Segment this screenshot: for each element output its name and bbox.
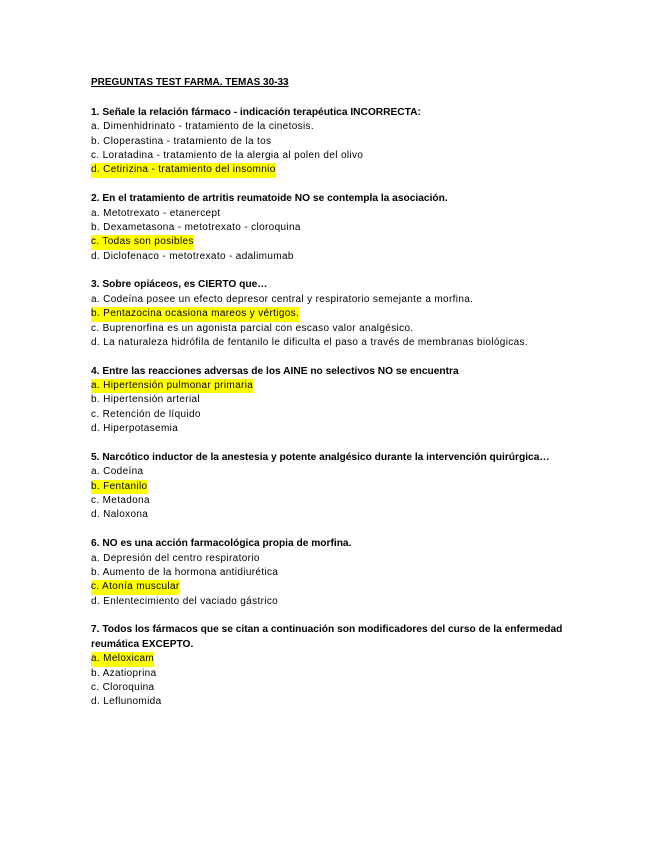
question-1 bbox=[91, 106, 581, 178]
answer-option-d bbox=[91, 163, 581, 177]
answer-option-text: c. Cloroquina bbox=[91, 682, 155, 694]
answer-option-a bbox=[91, 293, 581, 307]
answer-option-text: b. Aumento de la hormona antidiurética bbox=[91, 566, 279, 578]
answer-option-b bbox=[91, 480, 581, 494]
answer-option-text: c. Retención de líquido bbox=[91, 408, 201, 420]
question-title: 7. Todos los fármacos que se citan a continuación son modificadores del curso de la enfermedad reumática EXCEPTO. bbox=[91, 624, 563, 650]
answer-option-c bbox=[91, 681, 581, 695]
answer-option-text: c. Atonía muscular bbox=[91, 580, 180, 594]
answer-option-text: b. Pentazocina ocasiona mareos y vértigos. bbox=[91, 307, 299, 321]
answer-option-a bbox=[91, 465, 581, 479]
question-6 bbox=[91, 537, 581, 609]
question-4 bbox=[91, 365, 581, 437]
answer-option-text: b. Hipertensión arterial bbox=[91, 394, 201, 406]
question-title: 5. Narcótico inductor de la anestesia y potente analgésico durante la intervención quirúrgica… bbox=[91, 451, 550, 463]
answer-option-text: d. Naloxona bbox=[91, 509, 149, 521]
answer-option-a bbox=[91, 207, 581, 221]
answer-option-text: c. Metadona bbox=[91, 495, 150, 507]
answer-option-c bbox=[91, 235, 581, 249]
answer-option-text: a. Hipertensión pulmonar primaria bbox=[91, 379, 253, 393]
question-title: 1. Señale la relación fármaco - indicación terapéutica INCORRECTA: bbox=[91, 106, 421, 118]
answer-option-text: c. Todas son posibles bbox=[91, 235, 194, 249]
answer-option-b bbox=[91, 393, 581, 407]
answer-option-d bbox=[91, 422, 581, 436]
document-body bbox=[91, 76, 581, 724]
question-title: 3. Sobre opiáceos, es CIERTO que… bbox=[91, 279, 268, 291]
question-2 bbox=[91, 192, 581, 264]
answer-option-text: d. Diclofenaco - metotrexato - adalimumab bbox=[91, 250, 294, 262]
question-title: 6. NO es una acción farmacológica propia de morfina. bbox=[91, 538, 352, 550]
answer-option-b bbox=[91, 135, 581, 149]
answer-option-text: c. Loratadina - tratamiento de la alergia al polen del olivo bbox=[91, 150, 364, 162]
document-title: PREGUNTAS TEST FARMA. TEMAS 30-33 bbox=[91, 77, 289, 88]
answer-option-a bbox=[91, 120, 581, 134]
question-title: 4. Entre las reacciones adversas de los AINE no selectivos NO se encuentra bbox=[91, 365, 459, 377]
answer-option-text: b. Azatioprina bbox=[91, 667, 157, 679]
question-7 bbox=[91, 623, 581, 709]
answer-option-b bbox=[91, 307, 581, 321]
answer-option-text: c. Buprenorfina es un agonista parcial con escaso valor analgésico. bbox=[91, 322, 414, 334]
answer-option-text: a. Metotrexato - etanercept bbox=[91, 207, 221, 219]
answer-option-a bbox=[91, 652, 581, 666]
answer-option-text: a. Meloxicam bbox=[91, 652, 154, 666]
answer-option-c bbox=[91, 494, 581, 508]
answer-option-d bbox=[91, 250, 581, 264]
answer-option-d bbox=[91, 695, 581, 709]
answer-option-d bbox=[91, 336, 581, 350]
question-title: 2. En el tratamiento de artritis reumatoide NO se contempla la asociación. bbox=[91, 193, 448, 205]
answer-option-text: b. Dexametasona - metotrexato - cloroquina bbox=[91, 221, 301, 233]
answer-option-b bbox=[91, 667, 581, 681]
answer-option-a bbox=[91, 379, 581, 393]
answer-option-text: a. Codeína bbox=[91, 466, 144, 478]
answer-option-d bbox=[91, 508, 581, 522]
answer-option-d bbox=[91, 595, 581, 609]
answer-option-text: d. Enlentecimiento del vaciado gástrico bbox=[91, 595, 279, 607]
answer-option-a bbox=[91, 552, 581, 566]
answer-option-text: a. Codeína posee un efecto depresor central y respiratorio semejante a morfina. bbox=[91, 293, 474, 305]
answer-option-c bbox=[91, 580, 581, 594]
answer-option-c bbox=[91, 408, 581, 422]
answer-option-b bbox=[91, 566, 581, 580]
answer-option-text: d. Leflunomida bbox=[91, 696, 162, 708]
answer-option-text: a. Dimenhidrinato - tratamiento de la cinetosis. bbox=[91, 121, 315, 133]
answer-option-text: d. Hiperpotasemia bbox=[91, 423, 179, 435]
question-5 bbox=[91, 451, 581, 523]
answer-option-b bbox=[91, 221, 581, 235]
question-3 bbox=[91, 278, 581, 350]
answer-option-text: d. La naturaleza hidrófila de fentanilo le dificulta el paso a través de membranas biológicas. bbox=[91, 336, 529, 348]
answer-option-c bbox=[91, 149, 581, 163]
answer-option-text: d. Cetirizina - tratamiento del insomnio bbox=[91, 163, 276, 177]
answer-option-text: b. Cloperastina - tratamiento de la tos bbox=[91, 135, 272, 147]
answer-option-c bbox=[91, 322, 581, 336]
answer-option-text: b. Fentanilo bbox=[91, 480, 147, 494]
answer-option-text: a. Depresión del centro respiratorio bbox=[91, 552, 260, 564]
